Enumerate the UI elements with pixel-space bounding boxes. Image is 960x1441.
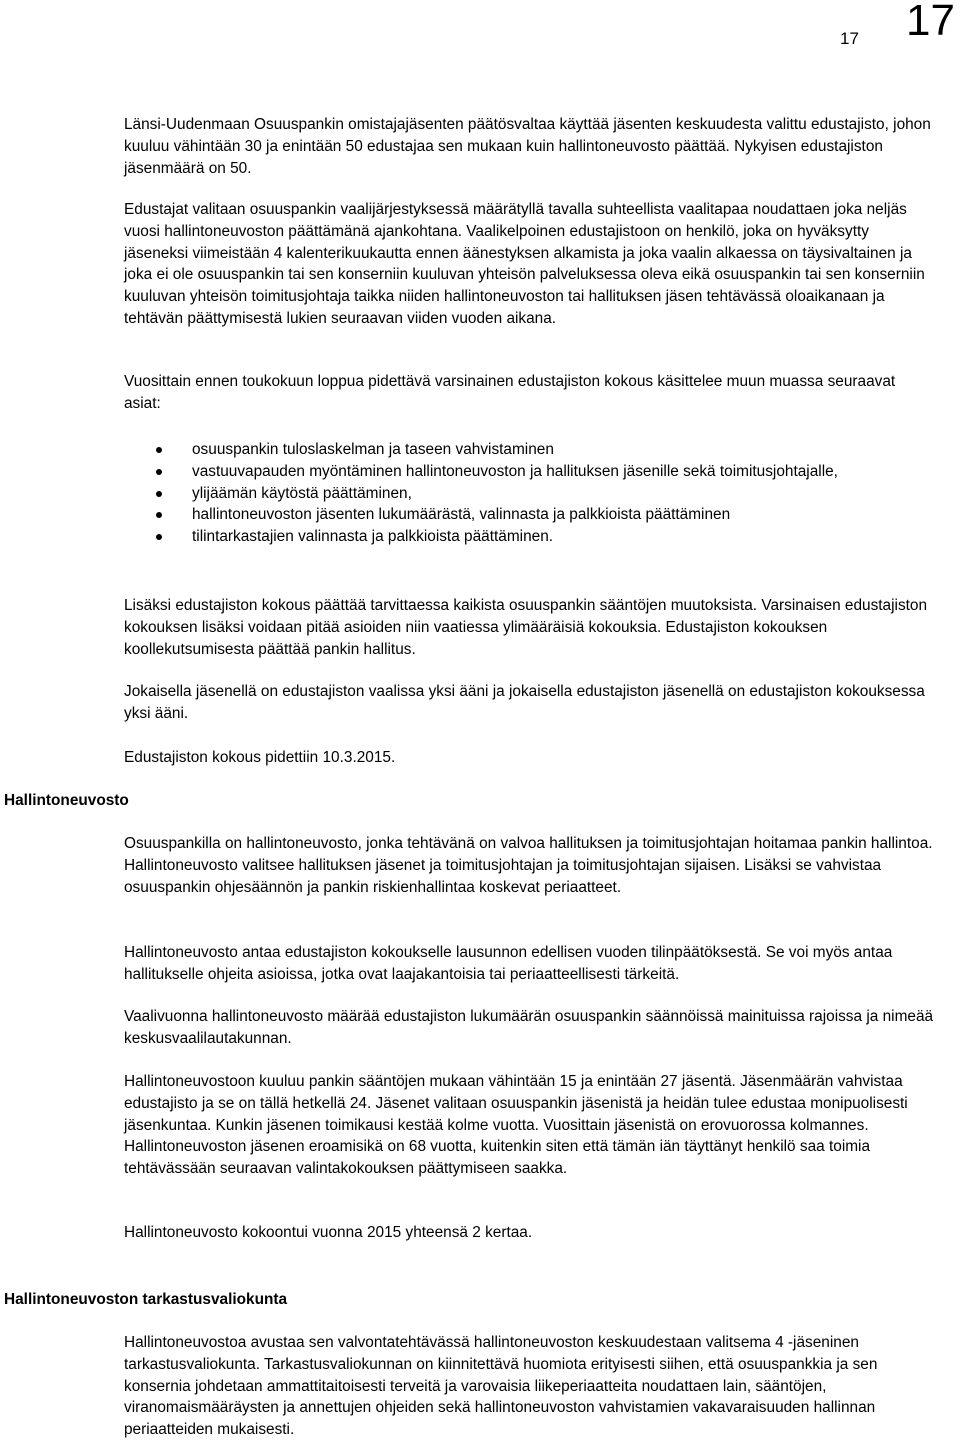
bullet-icon xyxy=(156,469,162,475)
intro-paragraph-2: Edustajat valitaan osuuspankin vaalijärjestyksessä määrätyllä tavalla suhteellista vaalitapaa noudattaen joka neljäs vuosi hallintoneuvoston päättämänä ajankohtana. Vaalikelpoinen edustajistoon on henkilö, joka on hyväksytty jäseneksi viimeistään 4 kalenterikuukautta ennen äänestyksen alkamista ja joka vaalin alkaessa on täysivaltainen ja joka ei ole osuuspankin tai sen konserniin kuuluvan yhteisön palveluksessa oleva eikä osuuspankin tai sen konserniin kuuluvan yhteisön toimitusjohtaja taikka niiden hallintoneuvoston tai hallituksen jäsen tehtävässä oloaikanaan ja tehtävän päättymisestä lukien seuraavan viiden vuoden aikana. xyxy=(124,201,925,327)
bullet-icon xyxy=(156,447,162,453)
paragraph-extra-meetings: Lisäksi edustajiston kokous päättää tarvittaessa kaikista osuuspankin sääntöjen muutoksista. Varsinaisen edustajiston kokouksen lisäksi voidaan pitää asioiden niin vaatiessa ylimääräisiä kokouksia. Edustajiston kokouksen koollekutsumisesta päättää pankin hallitus. xyxy=(124,597,928,658)
hn-paragraph-4: Hallintoneuvostoon kuuluu pankin sääntöjen mukaan vähintään 15 ja enintään 27 jäsentä. Jäsenmäärän vahvistaa edustajisto ja se on tällä hetkellä 24. Jäsenet valitaan osuuspankin jäsenistä ja heidän tulee edustaa monipuolisesti jäsenkuntaa. Kunkin jäsenen toimikausi kestää kolme vuotta. Vuosittain jäsenistä on erovuorossa kolmannes. Hallintoneuvoston jäsenen eroamisikä on 68 vuotta, kuitenkin siten että tämän iän täyttänyt henkilö saa toimia tehtävässään seuraavan valintakokouksen päättymiseen saakka. xyxy=(124,1073,908,1178)
list-item: vastuuvapauden myöntäminen hallintoneuvoston ja hallituksen jäsenille sekä toimitusjohtajalle, xyxy=(124,461,936,483)
list-item: tilintarkastajien valinnasta ja palkkioista päättäminen. xyxy=(124,526,936,548)
intro-paragraph-3: Vuosittain ennen toukokuun loppua pidettävä varsinainen edustajiston kokous käsittelee muun muassa seuraavat asiat: xyxy=(124,373,896,412)
list-item: osuuspankin tuloslaskelman ja taseen vahvistaminen xyxy=(124,439,936,461)
paragraph-voting: Jokaisella jäsenellä on edustajiston vaalissa yksi ääni ja jokaisella edustajiston jäsenellä on edustajiston kokouksessa yksi ääni. xyxy=(124,683,925,722)
list-item: ylijäämän käytöstä päättäminen, xyxy=(124,483,936,505)
hn-paragraph-2: Hallintoneuvosto antaa edustajiston kokoukselle lausunnon edellisen vuoden tilinpäätöksestä. Se voi myös antaa hallitukselle ohjeita asioissa, jotka ovat laajakantoisia tai periaatteellisesti tärkeitä. xyxy=(124,944,893,983)
agenda-list xyxy=(124,439,936,548)
section-heading-tarkastusvaliokunta: Hallintoneuvoston tarkastusvaliokunta xyxy=(4,1291,288,1308)
bullet-icon xyxy=(156,491,162,497)
hn-paragraph-1: Osuuspankilla on hallintoneuvosto, jonka tehtävänä on valvoa hallituksen ja toimitusjohtajan hoitamaa pankin hallintoa. Hallintoneuvosto valitsee hallituksen jäsenet ja toimitusjohtajan ja toimitusjohtajan sijaisen. Lisäksi se vahvistaa osuuspankin ohjesäännön ja pankin riskienhallintaa koskevat periaatteet. xyxy=(124,835,933,896)
paragraph-meeting-date: Edustajiston kokous pidettiin 10.3.2015. xyxy=(124,749,396,766)
tv-paragraph-1: Hallintoneuvostoa avustaa sen valvontatehtävässä hallintoneuvoston keskuudestaan valitsema 4 -jäseninen tarkastusvaliokunta. Tarkastusvaliokunnan on kiinnitettävä huomiota erityisesti siihen, että osuuspankkia ja sen konsernia johdetaan ammattitaitoisesti terveitä ja varovaisia liikeperiaatteita noudattaen lain, sääntöjen, viranomaismääräysten ja annettujen ohjeiden sekä hallintoneuvoston vahvistamien vakavaraisuuden hallinnan periaatteiden mukaisesti. xyxy=(124,1334,878,1439)
page-number-large: 17 xyxy=(906,0,955,45)
hn-paragraph-5: Hallintoneuvosto kokoontui vuonna 2015 yhteensä 2 kertaa. xyxy=(124,1224,533,1241)
bullet-icon xyxy=(156,534,162,540)
bullet-icon xyxy=(156,512,162,518)
page-number: 17 xyxy=(840,29,859,48)
section-heading-hallintoneuvosto: Hallintoneuvosto xyxy=(4,792,129,809)
intro-paragraph-1: Länsi-Uudenmaan Osuuspankin omistajajäsenten päätösvaltaa käyttää jäsenten keskuudesta valittu edustajisto, johon kuuluu vähintään 30 ja enintään 50 edustajaa sen mukaan kuin hallintoneuvosto päättää. Nykyisen edustajiston jäsenmäärä on 50. xyxy=(124,116,931,177)
hn-paragraph-3: Vaalivuonna hallintoneuvosto määrää edustajiston lukumäärän osuuspankin säännöissä mainituissa rajoissa ja nimeää keskusvaalilautakunnan. xyxy=(124,1008,934,1047)
list-item: hallintoneuvoston jäsenten lukumäärästä, valinnasta ja palkkioista päättäminen xyxy=(124,504,936,526)
